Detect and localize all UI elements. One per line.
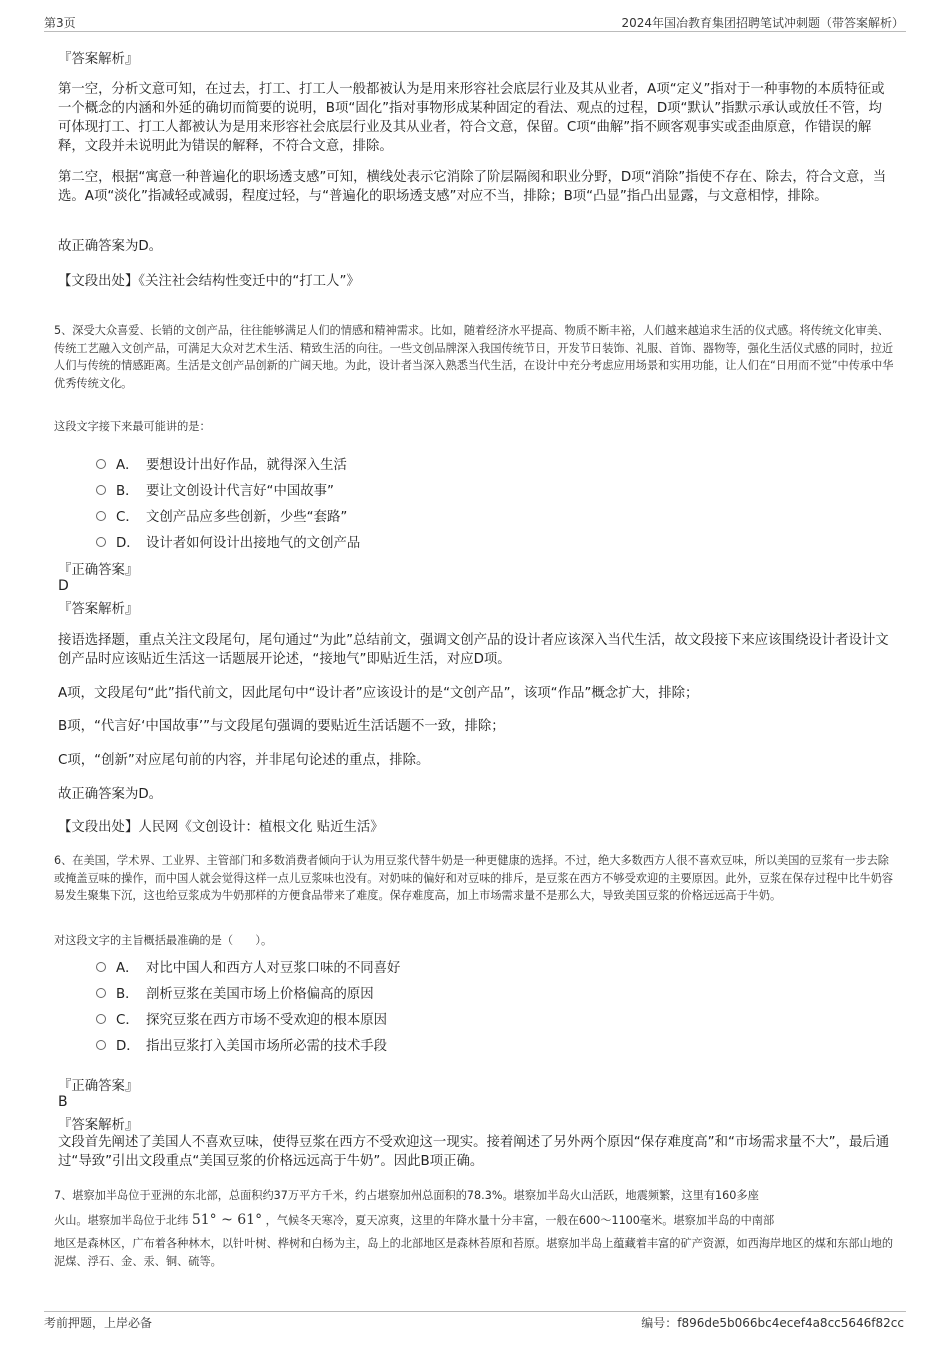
q7-stem-line2-pre: 火山。堪察加半岛位于北纬 xyxy=(54,1214,189,1227)
q5-analysis-label: 『答案解析』 xyxy=(58,602,139,617)
header-divider xyxy=(44,31,906,32)
q5-analysis-para1: 接语选择题，重点关注文段尾句，尾句通过“为此”总结前文，强调文创产品的设计者应该深入当代生活，故文段接下来应该围绕设计者设计文创产品时应该贴近生活这一话题展开论述，“接地气”即贴近生活，对应D项。 xyxy=(58,633,889,667)
q5-option-a[interactable] xyxy=(96,454,347,473)
q4-analysis-label: 『答案解析』 xyxy=(58,52,139,67)
option-key: A． xyxy=(116,961,139,976)
document-id: 编号：f896de5b066bc4ecef4a8cc5646f82cc xyxy=(641,1316,904,1330)
q6-option-c[interactable] xyxy=(96,1009,387,1028)
option-key: B． xyxy=(116,987,139,1002)
option-key: D． xyxy=(116,1039,140,1054)
q6-option-b[interactable] xyxy=(96,983,374,1002)
option-key: D． xyxy=(116,536,140,551)
radio-icon[interactable] xyxy=(96,511,106,521)
page-header xyxy=(0,0,950,32)
option-text: 对比中国人和西方人对豆浆口味的不同喜好 xyxy=(146,961,401,976)
q7-stem-line2-post: ，气候冬天寒冷，夏天凉爽，这里的年降水量十分丰富，一般在600～1100毫米。堪察加半岛的中南部 xyxy=(265,1214,775,1227)
radio-icon[interactable] xyxy=(96,537,106,547)
q7-stem-rest: 地区是森林区，广布着各种林木，以针叶树、桦树和白杨为主，岛上的北部地区是森林苔原和苔原。堪察加半岛上蕴藏着丰富的矿产资源，如西海岸地区的煤和东部山地的泥煤、浮石、金、汞、铜、硫等。 xyxy=(54,1237,894,1268)
option-key: C． xyxy=(116,1013,139,1028)
q6-correct-answer: B xyxy=(58,1094,68,1110)
radio-icon[interactable] xyxy=(96,1040,106,1050)
q6-stem: 6、在美国，学术界、工业界、主管部门和多数消费者倾向于认为用豆浆代替牛奶是一种更健康的选择。不过，绝大多数西方人很不喜欢豆味，所以美国的豆浆有一步去除或掩盖豆味的操作，而中国人就会觉得这样一点儿豆浆味也没有。对奶味的偏好和对豆味的排斥，是豆浆在西方不够受欢迎的主要原因。此外，豆浆在保存过程中比牛奶容易发生聚集下沉，这也给豆浆成为牛奶那样的方便食品带来了难度。保存难度高，加上市场需求量不是那么大，导致美国豆浆的价格远远高于牛奶。 xyxy=(54,854,894,902)
option-key: C． xyxy=(116,510,139,525)
q6-option-d[interactable] xyxy=(96,1035,387,1054)
footer-divider xyxy=(44,1311,906,1312)
option-key: A． xyxy=(116,458,139,473)
q5-source: 【文段出处】人民网《文创设计：植根文化 贴近生活》 xyxy=(58,820,384,835)
radio-icon[interactable] xyxy=(96,459,106,469)
radio-icon[interactable] xyxy=(96,988,106,998)
q7-stem-line1: 7、堪察加半岛位于亚洲的东北部，总面积约37万平方千米，约占堪察加州总面积的78.3%。堪察加半岛火山活跃，地震频繁，这里有160多座 xyxy=(54,1189,759,1202)
q5-stem: 5、深受大众喜爱、长销的文创产品，往往能够满足人们的情感和精神需求。比如，随着经济水平提高、物质不断丰裕，人们越来越追求生活的仪式感。将传统文化审美、传统工艺融入文创产品，可满足大众对艺术生活、精致生活的向往。一些文创品牌深入我国传统节日，开发节日装饰、礼服、首饰、器物等，强化生活仪式感的同时，拉近人们与传统的情感距离。生活是文创产品创新的广阔天地。为此，设计者当深入熟悉当代生活，在设计中充分考虑应用场景和实用功能，让人们在“日用而不觉”中传承中华优秀传统文化。 xyxy=(54,324,894,390)
q6-analysis-label: 『答案解析』 xyxy=(58,1118,139,1133)
option-text: 探究豆浆在西方市场不受欢迎的根本原因 xyxy=(146,1013,388,1028)
radio-icon[interactable] xyxy=(96,962,106,972)
radio-icon[interactable] xyxy=(96,1014,106,1024)
q4-analysis-para2: 第二空，根据“寓意一种普遍化的职场透支感”可知，横线处表示它消除了阶层隔阂和职业分野，D项“消除”指使不存在、除去，符合文意，当选。A项“淡化”指减轻或减弱，程度过轻，与“普遍化的职场透支感”对应不当，排除；B项“凸显”指凸出显露，与文意相悖，排除。 xyxy=(58,170,887,204)
q6-option-a[interactable] xyxy=(96,957,400,976)
q5-correct-label: 『正确答案』 xyxy=(58,563,139,578)
page-number: 第3页 xyxy=(44,16,76,30)
q6-question: 对这段文字的主旨概括最准确的是（ ）。 xyxy=(54,934,273,947)
latitude-range: 51° ~ 61° xyxy=(191,1212,263,1228)
footer-slogan: 考前押题，上岸必备 xyxy=(44,1316,153,1330)
q5-option-c[interactable] xyxy=(96,506,347,525)
q4-conclusion: 故正确答案为D。 xyxy=(58,239,163,254)
q5-option-d[interactable] xyxy=(96,532,360,551)
q5-correct-answer: D xyxy=(58,578,69,594)
option-text: 文创产品应多些创新，少些“套路” xyxy=(146,510,348,525)
q5-option-b[interactable] xyxy=(96,480,334,499)
radio-icon[interactable] xyxy=(96,485,106,495)
q5-conclusion: 故正确答案为D。 xyxy=(58,787,163,802)
option-text: 设计者如何设计出接地气的文创产品 xyxy=(146,536,361,551)
q6-analysis-para1: 文段首先阐述了美国人不喜欢豆味，使得豆浆在西方不受欢迎这一现实。接着阐述了另外两个原因“保存难度高”和“市场需求量不大”，最后通过“导致”引出文段重点“美国豆浆的价格远远高于牛奶”。因此B项正确。 xyxy=(58,1135,890,1169)
option-text: 剖析豆浆在美国市场上价格偏高的原因 xyxy=(146,987,374,1002)
option-text: 指出豆浆打入美国市场所必需的技术手段 xyxy=(146,1039,388,1054)
q5-analysis-option-c: C项，“创新”对应尾句前的内容，并非尾句论述的重点，排除。 xyxy=(58,753,430,768)
q4-source: 【文段出处】《关注社会结构性变迁中的“打工人”》 xyxy=(58,274,360,289)
q6-correct-label: 『正确答案』 xyxy=(58,1079,139,1094)
option-key: B． xyxy=(116,484,139,499)
q7-stem-line2 xyxy=(54,1209,896,1232)
option-text: 要让文创设计代言好“中国故事” xyxy=(146,484,334,499)
q5-analysis-option-b: B项，“代言好‘中国故事’”与文段尾句强调的要贴近生活话题不一致，排除； xyxy=(58,719,505,734)
option-text: 要想设计出好作品，就得深入生活 xyxy=(146,458,347,473)
q5-analysis-option-a: A项，文段尾句“此”指代前文，因此尾句中“设计者”应该设计的是“文创产品”，该项“作品”概念扩大，排除； xyxy=(58,686,699,701)
document-title: 2024年国冶教育集团招聘笔试冲刺题（带答案解析） xyxy=(621,16,904,30)
q5-question: 这段文字接下来最可能讲的是： xyxy=(54,420,211,433)
q4-analysis-para1: 第一空，分析文意可知，在过去，打工、打工人一般都被认为是用来形容社会底层行业及其从业者，A项“定义”指对于一种事物的本质特征或一个概念的内涵和外延的确切而简要的说明，B项“固化”指对事物形成某种固定的看法、观点的过程，D项“默认”指默示承认或放任不管，均可体现打工、打工人都被认为是用来形容社会底层行业及其从业者，符合文意，保留。C项“曲解”指不顾客观事实或歪曲原意，作错误的解释，文段并未说明此为错误的解释，不符合文意，排除。 xyxy=(58,82,885,154)
